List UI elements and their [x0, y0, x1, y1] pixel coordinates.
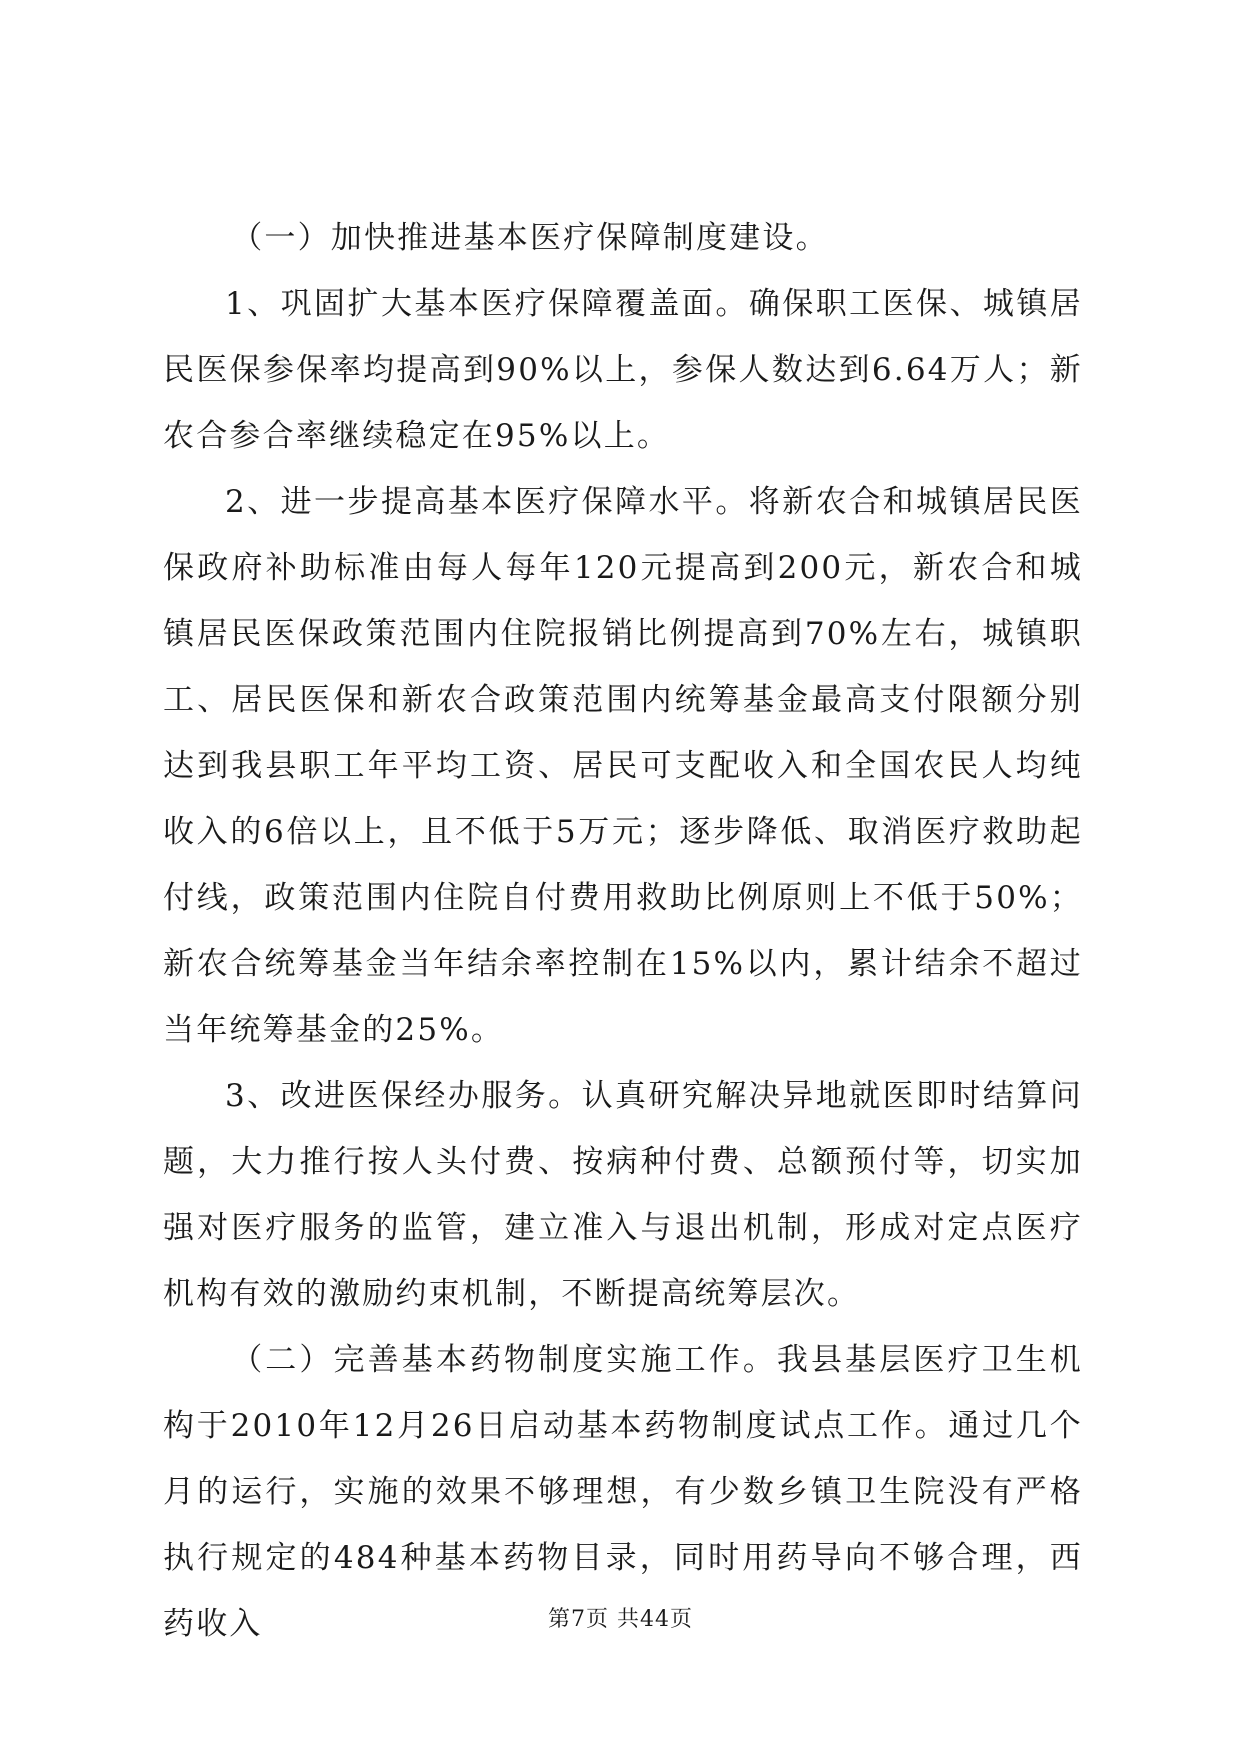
section-heading-2: （二）完善基本药物制度实施工作。我县基层医疗卫生机构于2010年12月26日启动基本药物制度试点工作。通过几个月的运行，实施的效果不够理想，有少数乡镇卫生院没有严格执行规定的484种基本药物目录，同时用药导向不够合理，西药收入	[163, 1342, 1083, 1642]
paragraph-item-3: 3、改进医保经办服务。认真研究解决异地就医即时结算问题，大力推行按人头付费、按病种付费、总额预付等，切实加强对医疗服务的监管，建立准入与退出机制，形成对定点医疗机构有效的激励约束机制，不断提高统筹层次。	[163, 1078, 1083, 1312]
paragraph-item-2: 2、进一步提高基本医疗保障水平。将新农合和城镇居民医保政府补助标准由每人每年120元提高到200元，新农合和城镇居民医保政策范围内住院报销比例提高到70%左右，城镇职工、居民医保和新农合政策范围内统筹基金最高支付限额分别达到我县职工年平均工资、居民可支配收入和全国农民人均纯收入的6倍以上，且不低于5万元；逐步降低、取消医疗救助起付线，政策范围内住院自付费用救助比例原则上不低于50%；新农合统筹基金当年结余率控制在15%以内，累计结余不超过当年统筹基金的25%。	[163, 484, 1083, 1048]
document-body	[163, 205, 1083, 1657]
section-heading-1: （一）加快推进基本医疗保障制度建设。	[231, 220, 829, 256]
paragraph-item-1: 1、巩固扩大基本医疗保障覆盖面。确保职工医保、城镇居民医保参保率均提高到90%以上，参保人数达到6.64万人；新农合参合率继续稳定在95%以上。	[163, 286, 1083, 454]
page-number-footer: 第7页 共44页	[548, 1607, 693, 1632]
